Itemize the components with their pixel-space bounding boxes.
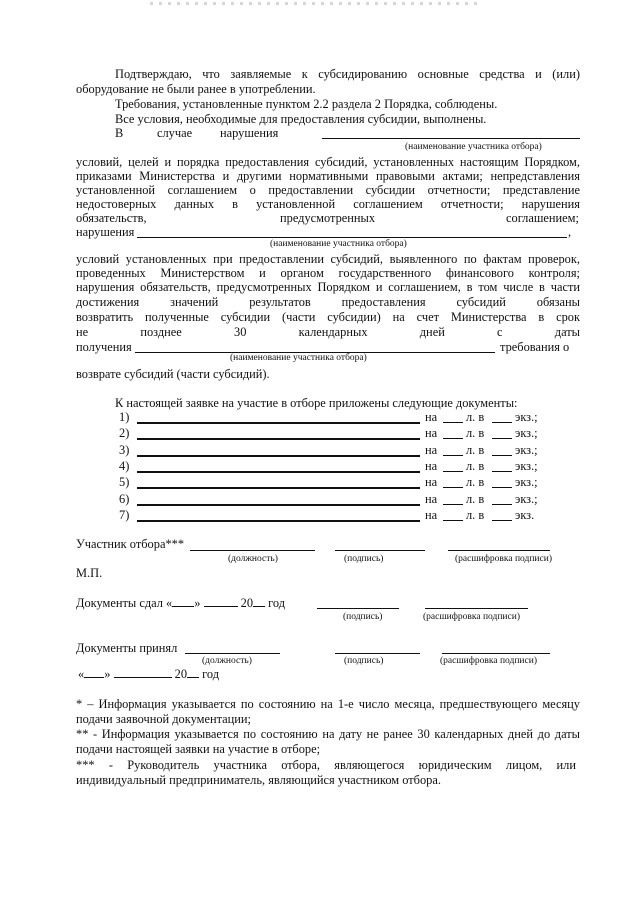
decoding-caption-2: (расшифровка подписи) bbox=[423, 612, 520, 622]
violation-word-1: В bbox=[115, 126, 124, 140]
accepted-label: Документы принял bbox=[76, 641, 178, 655]
document-row bbox=[0, 459, 636, 474]
accepted-month-field[interactable] bbox=[114, 666, 172, 678]
accepted-date-b: » bbox=[104, 667, 111, 681]
participant-signature-field[interactable] bbox=[335, 550, 425, 551]
signature-caption-2: (подпись) bbox=[343, 612, 383, 622]
document-number: 2) bbox=[119, 426, 130, 440]
document-row bbox=[0, 426, 636, 441]
decoding-caption-1: (расшифровка подписи) bbox=[455, 554, 552, 564]
submitted-signature-field[interactable] bbox=[317, 608, 399, 609]
document-sheets-field[interactable] bbox=[443, 438, 463, 439]
requirements-line: Требования, установленные пунктом 2.2 раздела 2 Порядка, соблюдены. bbox=[115, 97, 498, 111]
document-sheets-label: л. в bbox=[466, 475, 485, 489]
footnote-2-line-1: ** - Информация указывается по состоянию на дату не ранее 30 календарных дней до даты bbox=[76, 727, 580, 741]
accepted-date-c: 20 bbox=[174, 667, 188, 681]
violation-line-2: приказами Министерства и другими нормативными правовыми актами; непредставления bbox=[76, 169, 580, 183]
documents-intro: К настоящей заявке на участие в отборе приложены следующие документы: bbox=[115, 396, 518, 410]
document-copies-field[interactable] bbox=[492, 422, 512, 423]
document-copies-label: экз.; bbox=[515, 443, 538, 457]
document-name-field[interactable] bbox=[137, 422, 420, 424]
footnote-1-line-2: подачи заявочной документации; bbox=[76, 712, 252, 726]
document-copies-label: экз. bbox=[515, 508, 535, 522]
document-sheets-field[interactable] bbox=[443, 471, 463, 472]
scan-artifact bbox=[150, 2, 480, 5]
accepted-date bbox=[78, 666, 219, 682]
document-row bbox=[0, 410, 636, 425]
document-name-field[interactable] bbox=[137, 438, 420, 440]
document-na-label: на bbox=[425, 459, 438, 473]
violation-line-11: возвратить полученные субсидии (части субсидии) на счет Министерства в срок bbox=[76, 310, 580, 324]
document-row bbox=[0, 443, 636, 458]
document-sheets-label: л. в bbox=[466, 443, 485, 457]
document-copies-field[interactable] bbox=[492, 520, 512, 521]
violation-line-12: не позднее 30 календарных дней с даты bbox=[76, 325, 580, 339]
submitted-day-field[interactable] bbox=[172, 595, 194, 607]
violation-line-6b: , bbox=[568, 225, 572, 239]
violation-line-8: проведенных Министерством и органом государственного финансового контроля; bbox=[76, 266, 580, 280]
document-na-label: на bbox=[425, 443, 438, 457]
document-sheets-label: л. в bbox=[466, 426, 485, 440]
document-copies-field[interactable] bbox=[492, 455, 512, 456]
violation-line-4: недостоверных данных в установленной соглашением отчетности; нарушения bbox=[76, 197, 580, 211]
accepted-date-d: год bbox=[202, 667, 220, 681]
document-name-field[interactable] bbox=[137, 487, 420, 489]
document-row bbox=[0, 492, 636, 507]
document-sheets-field[interactable] bbox=[443, 520, 463, 521]
document-name-field[interactable] bbox=[137, 471, 420, 473]
accepted-position-field[interactable] bbox=[185, 653, 280, 654]
participant-name-caption-1: (наименование участника отбора) bbox=[405, 142, 542, 152]
footnote-2-line-2: подачи настоящей заявки на участие в отборе; bbox=[76, 742, 321, 756]
document-sheets-field[interactable] bbox=[443, 455, 463, 456]
document-copies-field[interactable] bbox=[492, 471, 512, 472]
participant-name-caption-2: (наименование участника отбора) bbox=[270, 239, 407, 249]
violation-word-2: случае bbox=[157, 126, 193, 140]
document-copies-label: экз.; bbox=[515, 459, 538, 473]
decoding-caption-3: (расшифровка подписи) bbox=[440, 656, 537, 666]
submitted-year-field[interactable] bbox=[253, 595, 265, 607]
accepted-date-a: « bbox=[78, 667, 85, 681]
signature-caption-1: (подпись) bbox=[344, 554, 384, 564]
document-na-label: на bbox=[425, 426, 438, 440]
submitted-text-a: Документы сдал « bbox=[76, 596, 173, 610]
violation-line-3: установленной соглашением о предоставлении субсидии отчетности; представление bbox=[76, 183, 580, 197]
document-sheets-field[interactable] bbox=[443, 422, 463, 423]
document-name-field[interactable] bbox=[137, 520, 420, 522]
submitted-decoding-field[interactable] bbox=[425, 608, 528, 609]
document-number: 5) bbox=[119, 475, 130, 489]
document-copies-field[interactable] bbox=[492, 487, 512, 488]
violation-line-5a: обязательств, bbox=[76, 211, 147, 225]
participant-position-field[interactable] bbox=[190, 550, 315, 551]
violation-line-13b: требования о bbox=[500, 340, 570, 354]
document-sheets-label: л. в bbox=[466, 410, 485, 424]
document-number: 1) bbox=[119, 410, 130, 424]
participant-name-field-1[interactable] bbox=[322, 138, 580, 139]
violation-line-14: возврате субсидий (части субсидий). bbox=[76, 367, 270, 381]
violation-line-5c: соглашением; bbox=[506, 211, 579, 225]
document-row bbox=[0, 508, 636, 523]
violation-line-9: нарушения обязательств, предусмотренных Порядком и соглашением, в том числе в части bbox=[76, 280, 580, 294]
violation-line-7: условий установленных при предоставлении субсидий, выявленного по фактам проверок, bbox=[76, 252, 580, 266]
signature-caption-3: (подпись) bbox=[344, 656, 384, 666]
document-sheets-label: л. в bbox=[466, 459, 485, 473]
submitted-label bbox=[76, 595, 285, 611]
footnote-1-line-1: * – Информация указывается по состоянию на 1-е число месяца, предшествующего месяцу bbox=[76, 697, 580, 711]
confirm-line-2: оборудование не были ранее в употреблении. bbox=[76, 82, 316, 96]
document-sheets-label: л. в bbox=[466, 508, 485, 522]
position-caption-2: (должность) bbox=[202, 656, 252, 666]
accepted-year-field[interactable] bbox=[187, 666, 199, 678]
submitted-month-field[interactable] bbox=[204, 595, 238, 607]
participant-name-field-2[interactable] bbox=[137, 237, 567, 238]
document-number: 4) bbox=[119, 459, 130, 473]
accepted-signature-field[interactable] bbox=[335, 653, 420, 654]
accepted-day-field[interactable] bbox=[84, 666, 104, 678]
submitted-text-d: год bbox=[268, 596, 286, 610]
document-sheets-field[interactable] bbox=[443, 504, 463, 505]
violation-line-13a: получения bbox=[76, 340, 132, 354]
document-name-field[interactable] bbox=[137, 504, 420, 506]
violation-line-6a: нарушения bbox=[76, 225, 135, 239]
document-copies-label: экз.; bbox=[515, 410, 538, 424]
violation-word-3: нарушения bbox=[220, 126, 279, 140]
document-number: 6) bbox=[119, 492, 130, 506]
violation-line-5b: предусмотренных bbox=[280, 211, 376, 225]
document-sheets-label: л. в bbox=[466, 492, 485, 506]
accepted-decoding-field[interactable] bbox=[442, 653, 550, 654]
document-number: 3) bbox=[119, 443, 130, 457]
confirm-line-1: Подтверждаю, что заявляемые к субсидированию основные средства и (или) bbox=[115, 67, 580, 81]
conditions-line: Все условия, необходимые для предоставления субсидии, выполнены. bbox=[115, 112, 487, 126]
footnote-3-line-2: индивидуальный предприниматель, являющийся участником отбора. bbox=[76, 773, 441, 787]
submitted-text-c: 20 bbox=[240, 596, 254, 610]
participant-decoding-field[interactable] bbox=[448, 550, 550, 551]
document-number: 7) bbox=[119, 508, 130, 522]
document-row bbox=[0, 475, 636, 490]
document-copies-label: экз.; bbox=[515, 492, 538, 506]
document-copies-field[interactable] bbox=[492, 438, 512, 439]
document-na-label: на bbox=[425, 508, 438, 522]
participant-label: Участник отбора*** bbox=[76, 537, 185, 551]
document-na-label: на bbox=[425, 492, 438, 506]
document-sheets-field[interactable] bbox=[443, 487, 463, 488]
document-na-label: на bbox=[425, 410, 438, 424]
document-name-field[interactable] bbox=[137, 455, 420, 457]
participant-name-caption-3: (наименование участника отбора) bbox=[230, 353, 367, 363]
violation-line-1: условий, целей и порядка предоставления субсидий, установленных настоящим Порядком, bbox=[76, 155, 580, 169]
document-copies-field[interactable] bbox=[492, 504, 512, 505]
violation-line-10: достижения значений результатов предоставления субсидий обязаны bbox=[76, 295, 580, 309]
document-copies-label: экз.; bbox=[515, 475, 538, 489]
stamp-place: М.П. bbox=[76, 566, 103, 580]
submitted-text-b: » bbox=[194, 596, 201, 610]
position-caption-1: (должность) bbox=[228, 554, 278, 564]
document-copies-label: экз.; bbox=[515, 426, 538, 440]
document-na-label: на bbox=[425, 475, 438, 489]
footnote-3-line-1: *** - Руководитель участника отбора, являющегося юридическим лицом, или bbox=[76, 758, 576, 772]
